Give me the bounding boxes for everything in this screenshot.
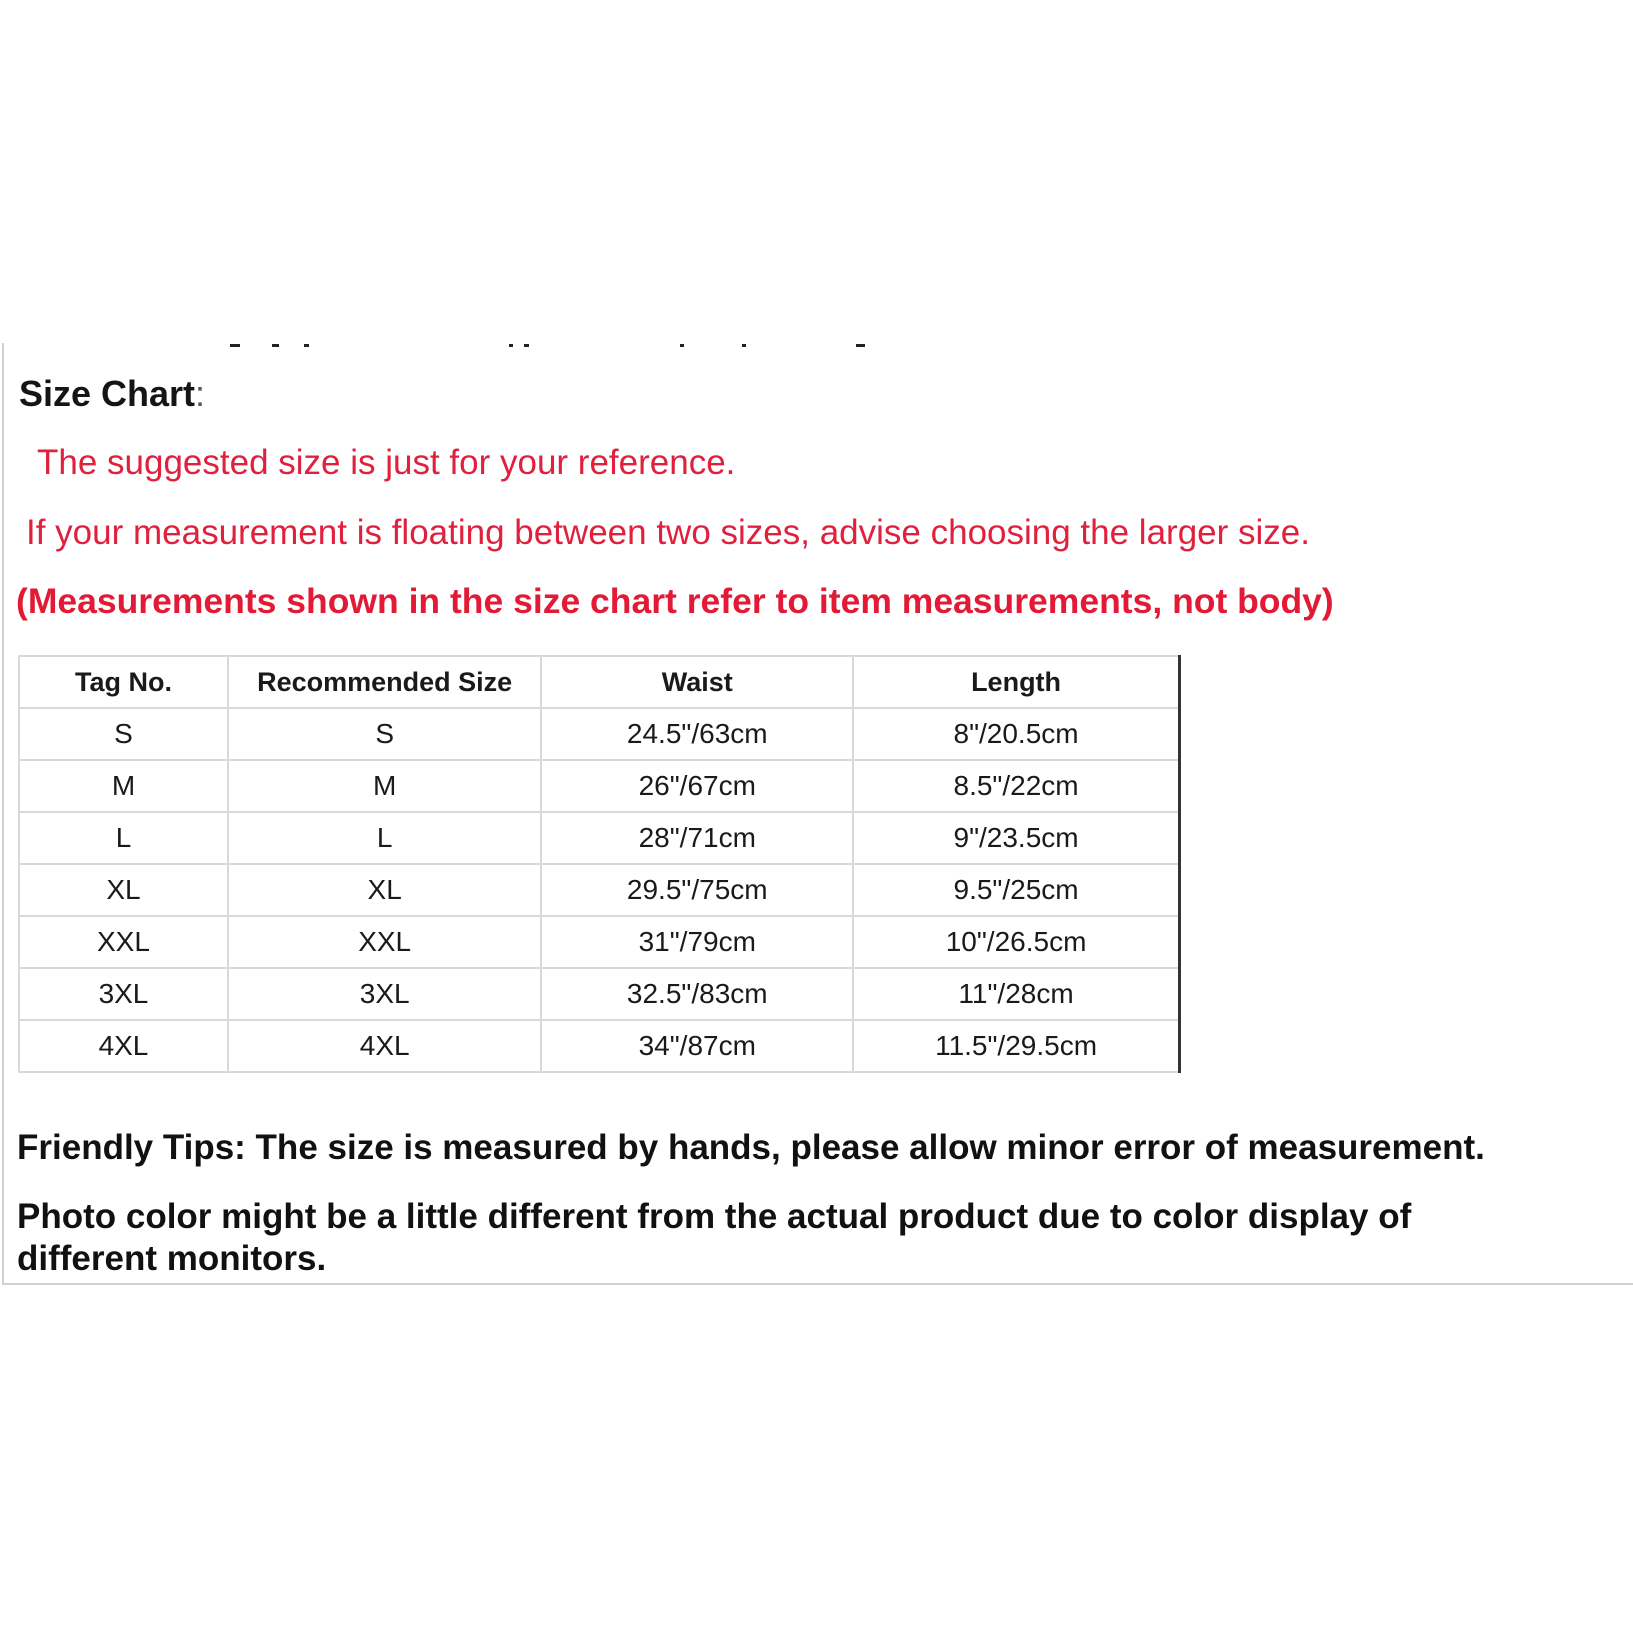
cell-waist: 32.5"/83cm — [541, 968, 853, 1020]
cropped-text-fragment — [4, 343, 904, 349]
table-row — [19, 916, 1180, 968]
cell-tag-no: 4XL — [19, 1020, 228, 1072]
cell-length: 11.5"/29.5cm — [853, 1020, 1179, 1072]
cell-length: 10"/26.5cm — [853, 916, 1179, 968]
cell-recommended-size: 4XL — [228, 1020, 541, 1072]
cell-waist: 31"/79cm — [541, 916, 853, 968]
cell-tag-no: L — [19, 812, 228, 864]
size-table — [18, 655, 1181, 1073]
table-row — [19, 968, 1180, 1020]
title-colon: : — [195, 373, 206, 414]
cell-length: 11"/28cm — [853, 968, 1179, 1020]
cell-recommended-size: XL — [228, 864, 541, 916]
table-row — [19, 760, 1180, 812]
between-sizes-note: If your measurement is floating between two sizes, advise choosing the larger size. — [26, 513, 1310, 552]
cell-recommended-size: S — [228, 708, 541, 760]
cell-length: 8"/20.5cm — [853, 708, 1179, 760]
table-row — [19, 708, 1180, 760]
cell-recommended-size: XXL — [228, 916, 541, 968]
cell-waist: 34"/87cm — [541, 1020, 853, 1072]
cell-recommended-size: 3XL — [228, 968, 541, 1020]
cell-tag-no: 3XL — [19, 968, 228, 1020]
title-text: Size Chart — [19, 373, 196, 414]
cell-recommended-size: L — [228, 812, 541, 864]
table-row — [19, 812, 1180, 864]
color-tip: Photo color might be a little different from the actual product due to color display of different monitors. — [17, 1197, 1412, 1278]
header-recommended-size: Recommended Size — [228, 656, 541, 708]
header-length: Length — [853, 656, 1179, 708]
cell-length: 9.5"/25cm — [853, 864, 1179, 916]
cell-tag-no: XL — [19, 864, 228, 916]
table-row — [19, 864, 1180, 916]
reference-note: The suggested size is just for your reference. — [37, 443, 736, 482]
cell-tag-no: M — [19, 760, 228, 812]
cell-tag-no: XXL — [19, 916, 228, 968]
table-row — [19, 1020, 1180, 1072]
page-title — [19, 373, 205, 415]
cell-waist: 26"/67cm — [541, 760, 853, 812]
cell-recommended-size: M — [228, 760, 541, 812]
measurement-tip: Friendly Tips: The size is measured by hands, please allow minor error of measurement. — [17, 1128, 1485, 1167]
header-waist: Waist — [541, 656, 853, 708]
cell-tag-no: S — [19, 708, 228, 760]
cell-waist: 28"/71cm — [541, 812, 853, 864]
table-header-row — [19, 656, 1180, 708]
size-chart-panel — [2, 343, 1633, 1285]
cell-waist: 29.5"/75cm — [541, 864, 853, 916]
cell-length: 8.5"/22cm — [853, 760, 1179, 812]
cell-length: 9"/23.5cm — [853, 812, 1179, 864]
item-measurements-note: (Measurements shown in the size chart refer to item measurements, not body) — [16, 581, 1334, 621]
cell-waist: 24.5"/63cm — [541, 708, 853, 760]
header-tag-no: Tag No. — [19, 656, 228, 708]
